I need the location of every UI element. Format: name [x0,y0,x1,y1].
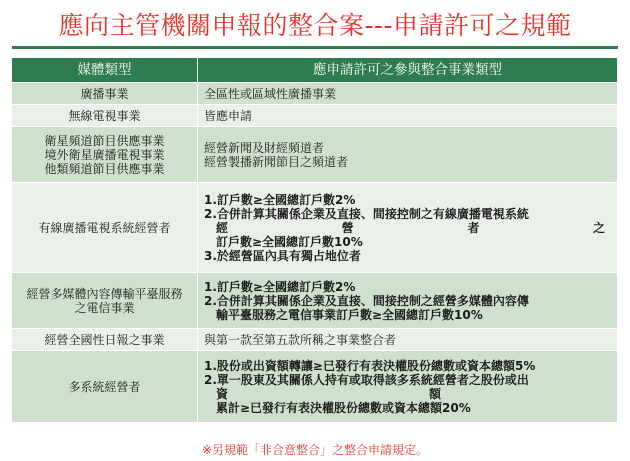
requirement-cell [198,127,618,183]
media-type-cell: 無線電視事業 [12,105,198,127]
justified-char: 經 [216,220,229,235]
requirement-cell [198,273,618,329]
table-row [12,105,618,127]
requirement-line: 經營新聞及財經頻道者 [204,140,325,155]
requirement-cell: 皆應申請 [198,105,618,127]
regulation-table [12,58,618,423]
requirement-item: 1.訂戶數≥全國總訂戶數2% [204,192,356,207]
requirement-item: 1.訂戶數≥全國總訂戶數2% [204,279,356,294]
requirement-cell [198,183,618,273]
title-divider [12,46,618,49]
justified-char: 資 [216,386,229,401]
justified-char: 者 [467,220,480,235]
requirement-item: 訂戶數≥全國總訂戶數10% [216,234,363,249]
requirement-item-justified [204,387,611,401]
requirement-item: 1.股份或出資額轉讓≥已發行有表決權股份總數或資本總額5% [204,358,536,373]
footnote: ※另規範「非合意整合」之整合申請規定。 [201,443,429,457]
media-type-cell: 多系統經營者 [12,351,198,423]
media-type-line: 之電信事業 [74,300,135,315]
requirement-item: 2.合併計算其關係企業及直接、間接控制之有線廣播電視系統 [204,206,529,221]
table-row [12,351,618,423]
requirement-cell [198,351,618,423]
requirement-item: 3.於經營區內具有獨占地位者 [204,248,361,263]
header-business-type: 應申請許可之參與整合事業類型 [198,58,618,83]
media-type-cell: 有線廣播電視系統經營者 [12,183,198,273]
requirement-item-justified [204,221,611,235]
header-media-type: 媒體類型 [12,58,198,83]
requirement-item: 2.合併計算其關係企業及直接、間接控制之經營多媒體內容傳 [204,293,529,308]
justified-char: 額 [428,386,441,401]
media-type-line: 衛星頻道節目供應事業 [44,133,165,148]
requirement-item: 輸平臺服務之電信事業訂戶數≥全國總訂戶數10% [216,307,483,322]
media-type-cell: 經營全國性日報之事業 [12,329,198,351]
table-row [12,83,618,105]
media-type-line: 經營多媒體內容傳輸平臺服務 [26,286,183,301]
requirement-cell: 與第一款至第五款所稱之事業整合者 [198,329,618,351]
media-type-line: 境外衛星廣播電視事業 [44,147,165,162]
justified-char: 之 [592,220,605,235]
media-type-cell: 廣播事業 [12,83,198,105]
requirement-item: 累計≥已發行有表決權股份總數或資本總額20% [216,400,471,415]
page-title: 應向主管機關申報的整合案---申請許可之規範 [58,11,572,40]
justified-char: 營 [341,220,354,235]
table-row [12,329,618,351]
requirement-cell: 全區性或區域性廣播事業 [198,83,618,105]
media-type-cell [12,273,198,329]
table-row [12,127,618,183]
media-type-line: 他類頻道節目供應事業 [44,161,165,176]
table-row [12,183,618,273]
requirement-item: 2.單一股東及其關係人持有或取得該多系統經營者之股份或出 [204,372,529,387]
table-row [12,273,618,329]
requirement-line: 經營製播新聞節目之頻道者 [204,154,349,169]
table-header-row [12,58,618,83]
media-type-cell [12,127,198,183]
